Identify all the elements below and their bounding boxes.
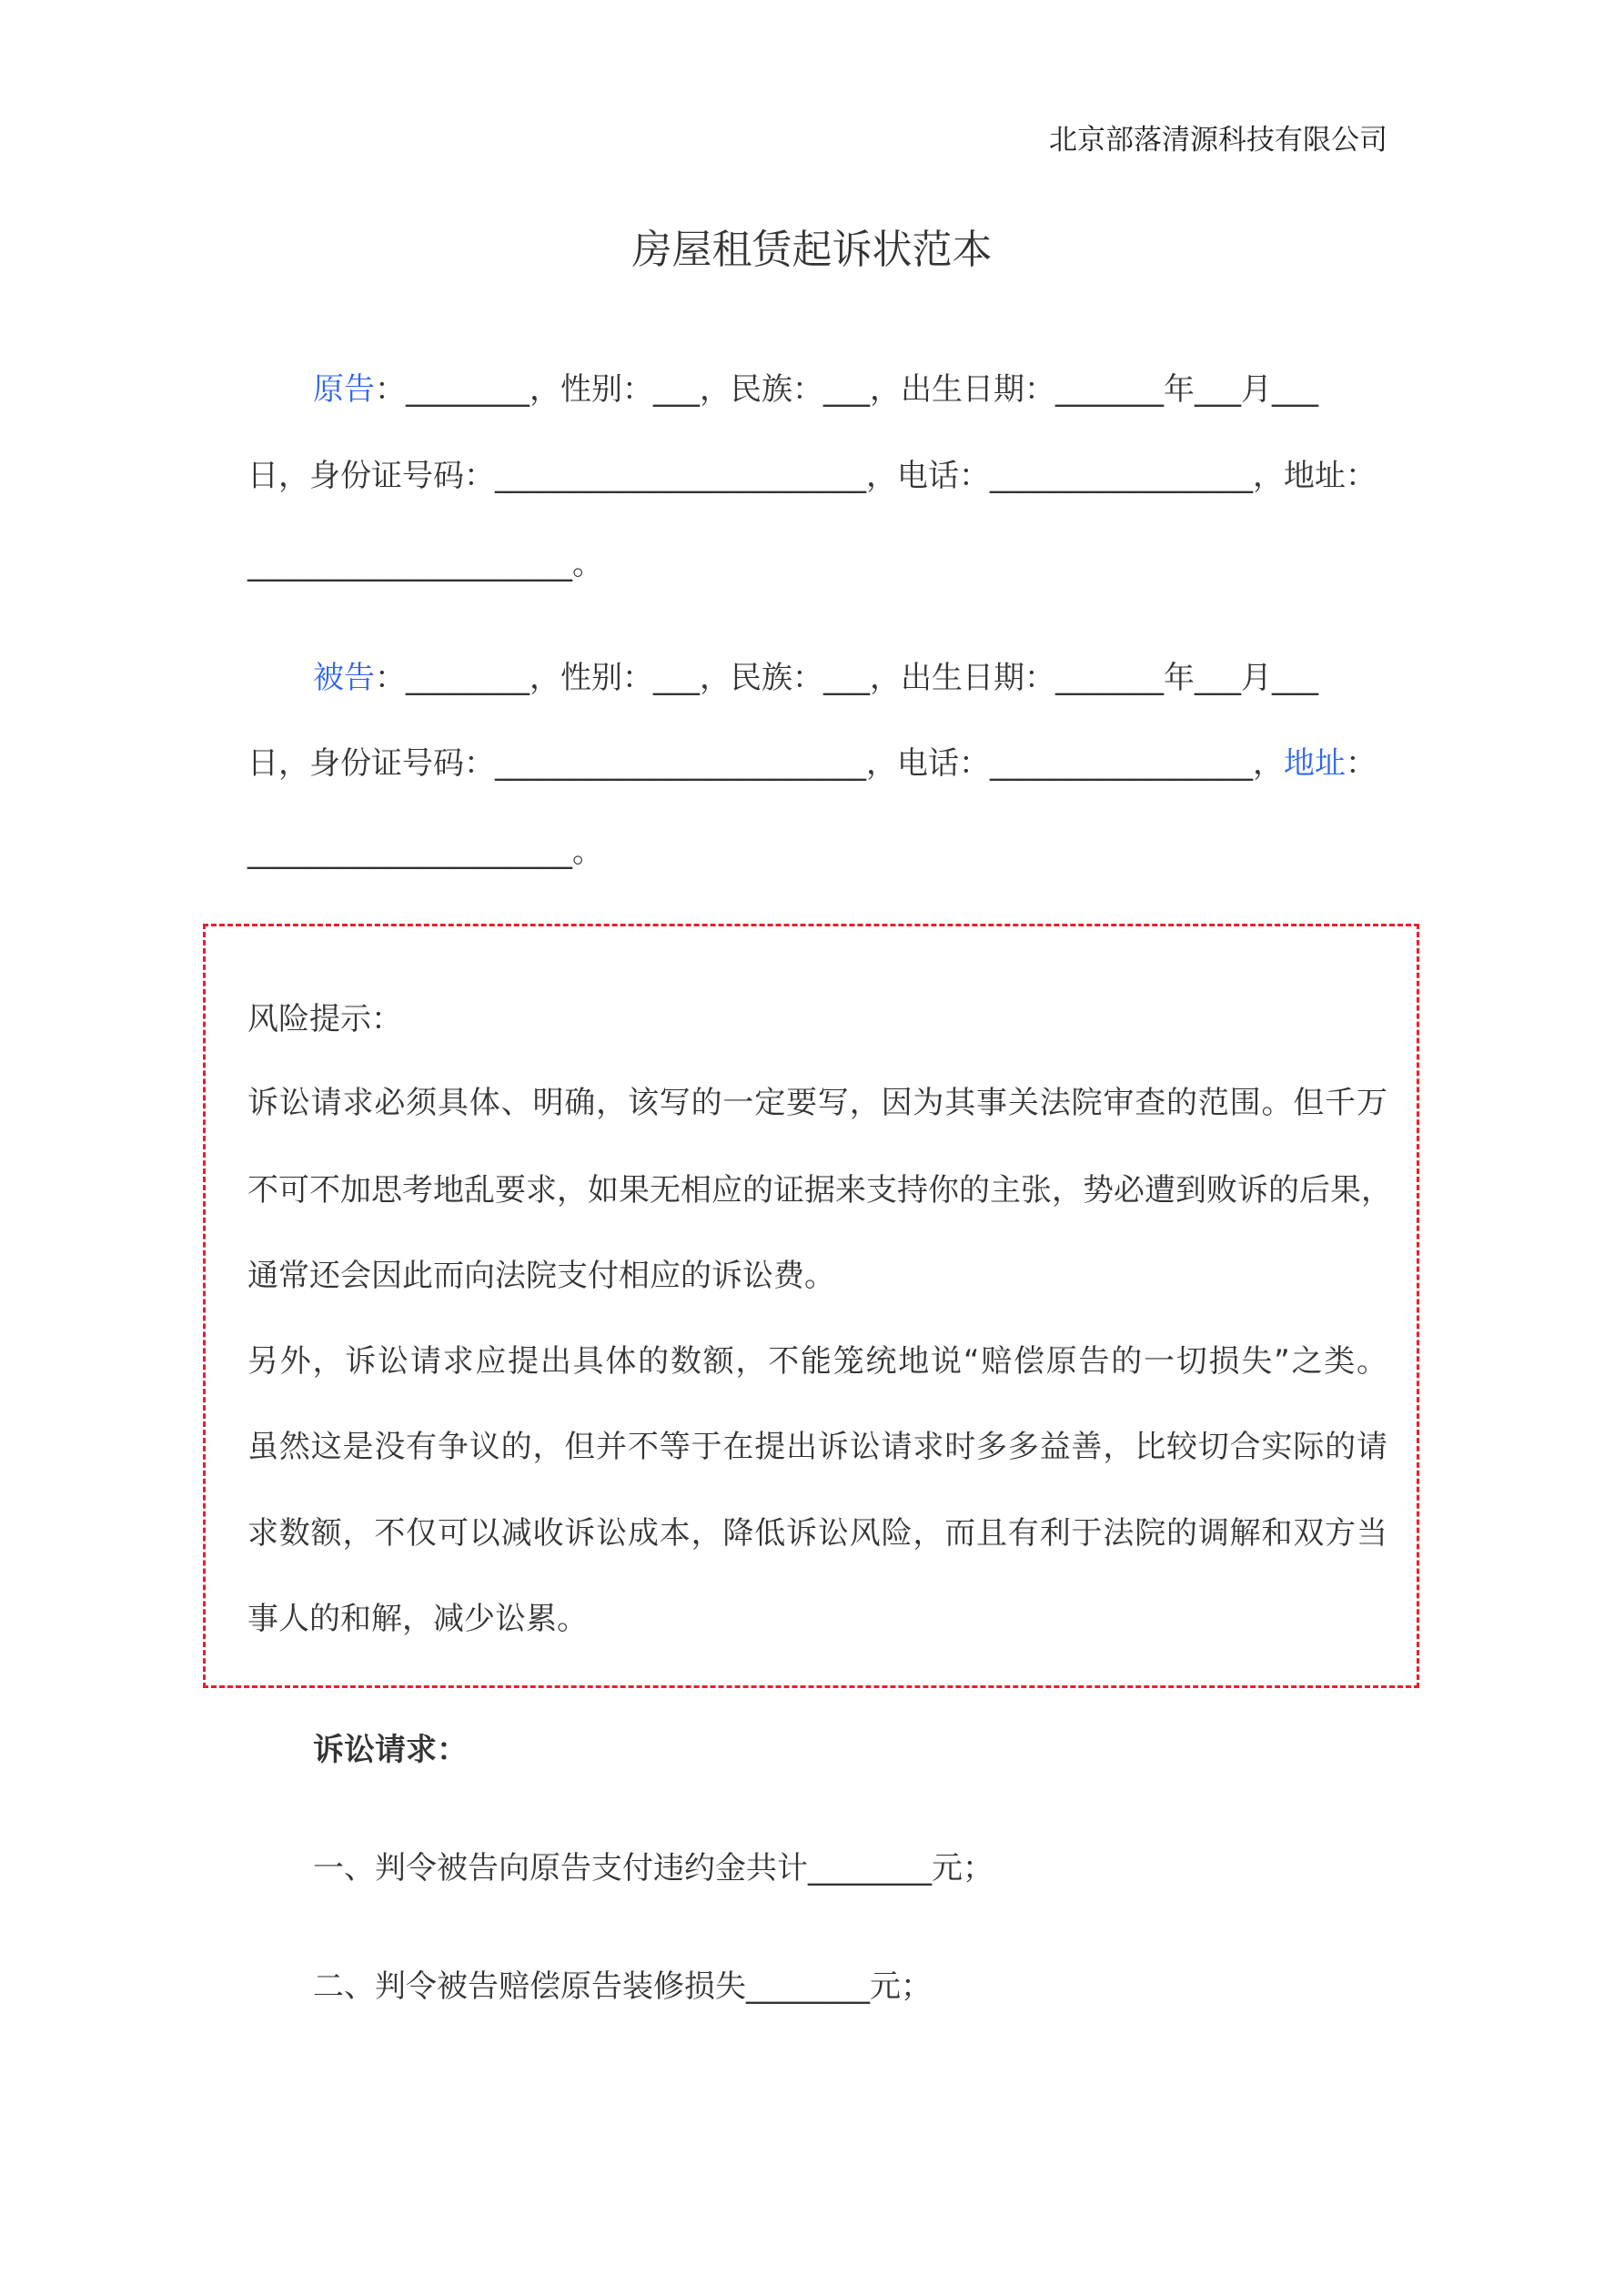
- plaintiff-line-1-text: ：________，性别：___，民族：___，出生日期：_______年___月___: [375, 371, 1318, 408]
- plaintiff-line-3: _____________________。: [247, 546, 603, 582]
- defendant-line-3: _____________________。: [247, 834, 603, 870]
- plaintiff-label[interactable]: 原告: [313, 371, 375, 408]
- risk-notice-line: 事人的和解，减少讼累。: [247, 1601, 588, 1637]
- defendant-line-2: [247, 745, 1387, 782]
- defendant-line-1: [313, 660, 1387, 696]
- risk-notice-box: [203, 924, 1419, 1688]
- claim-item: 一、判令被告向原告支付违约金共计________元；: [313, 1850, 994, 1886]
- defendant-label[interactable]: 被告: [313, 660, 375, 696]
- defendant-address-colon: ：: [1346, 745, 1377, 782]
- defendant-address-label[interactable]: 地址: [1284, 745, 1346, 782]
- plaintiff-line-2: 日，身份证号码：________________________，电话：_________________，地址：: [247, 458, 1377, 494]
- claim-item: 二、判令被告赔偿原告装修损失________元；: [313, 1968, 932, 2005]
- risk-notice-heading: 风险提示：: [247, 1001, 402, 1037]
- risk-notice-line: 求数额，不仅可以减收诉讼成本，降低诉讼风险，而且有利于法院的调解和双方当: [247, 1515, 1387, 1552]
- defendant-line-2-text: 日，身份证号码：________________________，电话：_________________，: [247, 745, 1284, 782]
- risk-notice-line: 诉讼请求必须具体、明确，该写的一定要写，因为其事关法院审查的范围。但千万: [247, 1085, 1387, 1121]
- plaintiff-line-1: [313, 371, 1387, 408]
- risk-notice-line: 通常还会因此而向法院支付相应的诉讼费。: [247, 1258, 835, 1294]
- risk-notice-line: 不可不加思考地乱要求，如果无相应的证据来支持你的主张，势必遭到败诉的后果，: [247, 1172, 1392, 1209]
- company-header: 北京部落清源科技有限公司: [1049, 124, 1387, 157]
- risk-notice-line: 另外，诉讼请求应提出具体的数额，不能笼统地说“赔偿原告的一切损失”之类。: [247, 1343, 1387, 1380]
- document-title: 房屋租赁起诉状范本: [631, 227, 993, 273]
- risk-notice-line: 虽然这是没有争议的，但并不等于在提出诉讼请求时多多益善，比较切合实际的请: [247, 1429, 1387, 1465]
- defendant-line-1-text: ：________，性别：___，民族：___，出生日期：_______年___月___: [375, 660, 1318, 696]
- claims-heading: 诉讼请求：: [313, 1732, 468, 1768]
